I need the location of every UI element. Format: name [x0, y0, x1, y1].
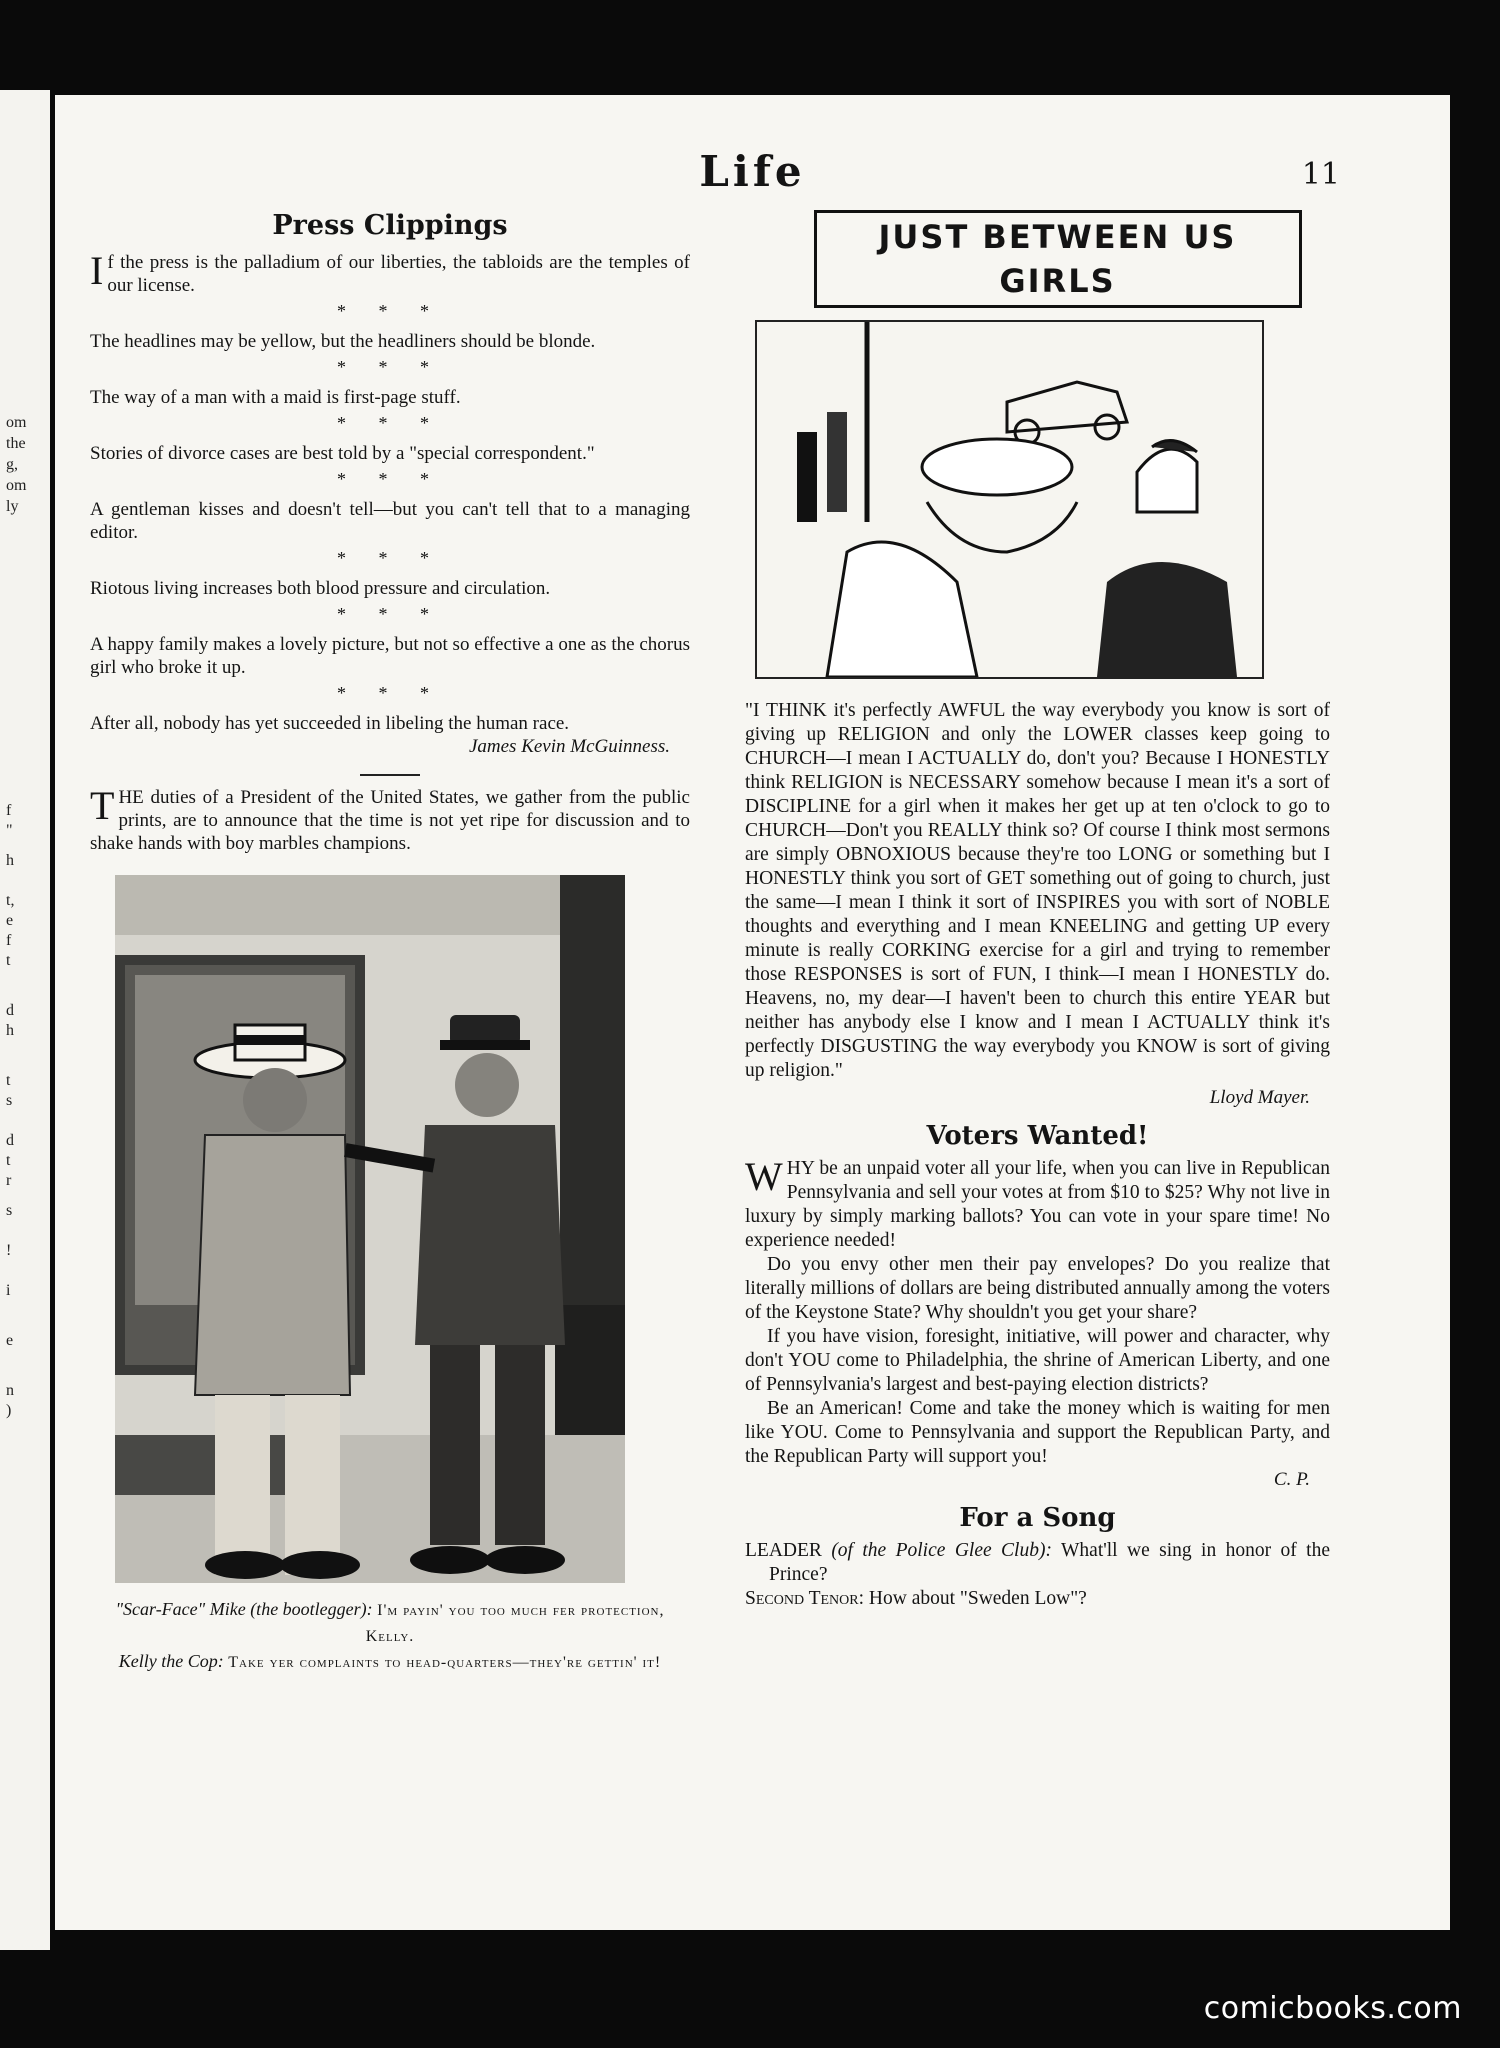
facing-page-fragment: f	[6, 932, 12, 949]
facing-page-fragment: d	[6, 1132, 14, 1149]
stars-divider: * * *	[337, 357, 443, 377]
facing-page-fragment: n	[6, 1382, 14, 1399]
girls-cartoon	[755, 320, 1264, 679]
caption-speaker-kelly: Kelly the Cop:	[118, 1651, 224, 1671]
facing-page-fragment: the	[6, 435, 26, 452]
facing-page-fragment: t	[6, 1072, 11, 1089]
stars-divider: * * *	[337, 413, 443, 433]
magazine-page	[55, 95, 1450, 1930]
voters-author: C. P.	[1273, 1469, 1310, 1490]
caption-line-kelly: Take yer complaints to head-quarters—they're gettin' it!	[228, 1654, 662, 1671]
facing-page-fragment: )	[6, 1402, 12, 1419]
facing-page-fragment: f	[6, 802, 12, 819]
facing-page-fragment: s	[6, 1202, 13, 1219]
tenor-line	[745, 1587, 1330, 1611]
facing-page-fragment: g,	[6, 456, 18, 473]
facing-page-fragment: e	[6, 1332, 14, 1349]
facing-page-fragment: t	[6, 952, 11, 969]
for-a-song-title: For a Song	[959, 1503, 1116, 1533]
facing-page-fragment: s	[6, 1092, 13, 1109]
facing-page-fragment: e	[6, 912, 14, 929]
caption-speaker-mike: "Scar-Face" Mike (the bootlegger):	[115, 1599, 373, 1619]
just-between-us-girls-title: JUST BETWEEN US GIRLS	[814, 210, 1302, 308]
stars-divider: * * *	[337, 604, 443, 624]
facing-page-fragment: h	[6, 1022, 14, 1039]
press-clippings-title: Press Clippings	[272, 210, 508, 241]
facing-page-fragment: r	[6, 1172, 12, 1189]
right-column	[680, 210, 1370, 1611]
clipping-item: A gentleman kisses and doesn't tell—but you can't tell that to a managing editor.	[90, 499, 690, 543]
leader-label: LEADER	[745, 1540, 822, 1561]
leader-line	[745, 1539, 1330, 1587]
stars-divider: * * *	[337, 469, 443, 489]
bootlegger-cartoon-drawing	[115, 875, 625, 1583]
clipping-item: If the press is the palladium of our liberties, the tabloids are the temples of our license.	[90, 248, 690, 296]
bootlegger-cartoon	[115, 875, 625, 1583]
leader-text: What'll we sing in honor of the Prince?	[769, 1540, 1330, 1585]
clipping-item-last: After all, nobody has yet succeeded in libeling the human race.	[90, 713, 570, 734]
tenor-label: Second Tenor:	[745, 1588, 865, 1609]
voters-paragraph: If you have vision, foresight, initiative, will power and character, why don't YOU come to Philadelphia, the shrine of American Liberty, and one of Pennsylvania's largest and best-paying election districts?	[745, 1326, 1330, 1395]
facing-page-fragment: h	[6, 852, 14, 869]
section-rule	[360, 774, 420, 776]
stars-divider: * * *	[337, 548, 443, 568]
clipping-item: Riotous living increases both blood pressure and circulation.	[90, 578, 551, 599]
facing-page-edge	[0, 90, 50, 1950]
voters-wanted-section	[745, 1121, 1330, 1491]
clipping-item: The headlines may be yellow, but the headliners should be blonde.	[90, 331, 596, 352]
site-watermark: comicbooks.com	[1203, 1991, 1462, 2026]
voters-paragraph: WHY be an unpaid voter all your life, when you can live in Republican Pennsylvania and sell your votes at from $10 to $25? Why not live in luxury by simply marking ballots? You can vote in your spare time! No experience needed!	[745, 1154, 1330, 1251]
just-between-us-girls-text	[745, 699, 1330, 1109]
monologue-author: Lloyd Mayer.	[1209, 1087, 1310, 1108]
girls-cartoon-drawing	[757, 322, 1262, 677]
press-clippings-author: James Kevin McGuinness.	[468, 736, 670, 757]
tenor-text: How about "Sweden Low"?	[868, 1588, 1087, 1609]
clipping-item: The way of a man with a maid is first-page stuff.	[90, 387, 461, 408]
facing-page-fragment: ly	[6, 498, 19, 515]
cartoon-caption	[110, 1597, 670, 1675]
monologue-text: "I THINK it's perfectly AWFUL the way everybody you know is sort of giving up RELIGION and only the LOWER classes keep going to CHURCH—I mean I ACTUALLY do, don't you? Because I HONESTLY think RELIGION is NECESSARY somehow because I mean it's a sort of DISCIPLINE for a girl when it makes her get up at ten o'clock to go to CHURCH—Don't you REALLY think so? Of course I think most sermons are simply OBNOXIOUS because they're too LONG or something but I HONESTLY think you sort of GET something out of going to church, just the same—I mean I think it sort of INSPIRES you with sort of NOBLE thoughts and everything and I mean KNEELING and getting UP every minute is really CORKING exercise for a girl and trying to remember those RESPONSES is sort of FUN, I think—I mean I HONESTLY do. Heavens, no, my dear—I haven't been to church this entire YEAR but neither has anybody else I know and I mean I ACTUALLY think it's perfectly DISGUSTING the way everybody you KNOW is sort of giving up religion."	[745, 700, 1330, 1081]
masthead: Life	[699, 147, 806, 196]
leader-role: (of the Police Glee Club):	[831, 1540, 1052, 1561]
facing-page-fragment: t	[6, 1152, 11, 1169]
voters-paragraph: Do you envy other men their pay envelopes? Do you realize that literally millions of dollars are being distributed annually among the voters of the Keystone State? Why shouldn't you get your share?	[745, 1254, 1330, 1323]
facing-page-fragment: d	[6, 1002, 14, 1019]
voters-paragraph: Be an American! Come and take the money which is waiting for men like YOU. Come to Pennsylvania and support the Republican Party, and the Republican Party will support you!	[745, 1398, 1330, 1467]
facing-page-fragment: "	[6, 822, 13, 839]
facing-page-fragment: t,	[6, 892, 15, 909]
page-number: 11	[1301, 157, 1340, 192]
stars-divider: * * *	[337, 683, 443, 703]
clipping-item: Stories of divorce cases are best told by a "special correspondent."	[90, 443, 595, 464]
president-paragraph: THE duties of a President of the United States, we gather from the public prints, are to announce that the time is not yet ripe for discussion and to shake hands with boy marbles champions.	[90, 783, 690, 854]
facing-page-fragment: om	[6, 477, 27, 494]
stars-divider: * * *	[337, 301, 443, 321]
for-a-song-section	[745, 1503, 1330, 1611]
facing-page-fragment: !	[6, 1242, 12, 1259]
facing-page-fragment: om	[6, 414, 27, 431]
clipping-item: A happy family makes a lovely picture, but not so effective a one as the chorus girl who broke it up.	[90, 634, 690, 678]
left-column	[90, 210, 690, 1675]
caption-line-mike: I'm payin' you too much fer protection, Kelly.	[365, 1602, 665, 1645]
facing-page-fragment: i	[6, 1282, 11, 1299]
voters-wanted-title: Voters Wanted!	[926, 1121, 1149, 1151]
